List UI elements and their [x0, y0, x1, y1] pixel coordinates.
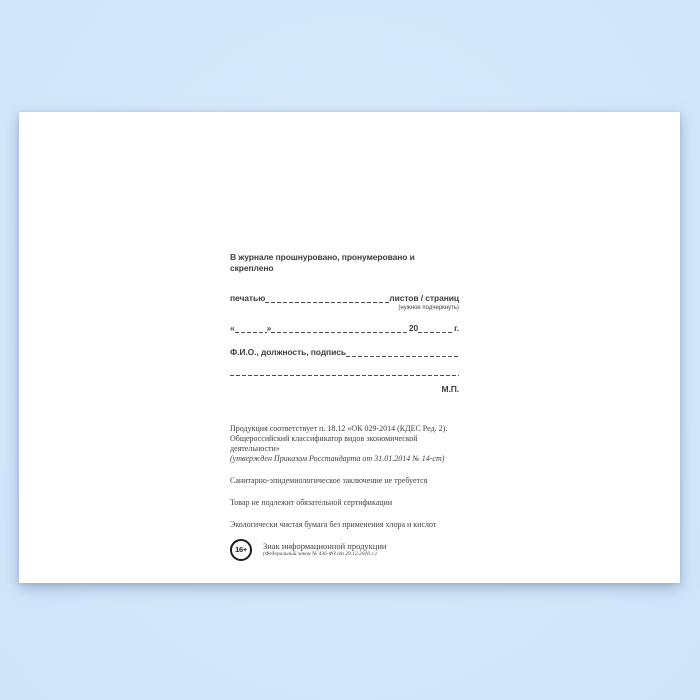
sanitary-statement: Санитарно-эпидемиологическое заключение не требуется	[230, 476, 428, 485]
signature-row-2	[230, 373, 459, 377]
page-content	[230, 252, 459, 561]
date-row	[230, 323, 459, 334]
blank-line	[271, 323, 409, 334]
document-page	[19, 112, 680, 583]
year-prefix: 20	[408, 323, 419, 333]
info-product-row	[230, 538, 459, 561]
quote-open: «	[230, 323, 235, 333]
okved-note: (утвержден Приказом Росстандарта от 31.01.2014 № 14-ст)	[230, 454, 445, 463]
quote-close: »	[266, 323, 272, 333]
year-suffix: г.	[454, 323, 459, 333]
blank-line	[265, 293, 389, 304]
seal-block	[230, 252, 459, 395]
signature-label: Ф.И.О., должность, подпись	[230, 347, 346, 357]
blank-line	[418, 323, 454, 334]
blank-line	[235, 323, 267, 334]
underline-note: (нужное подчеркнуть)	[398, 305, 459, 311]
eco-paper-statement: Экологически чистая бумага без применения хлора и кислот	[230, 520, 437, 529]
seal-statement-heading: В журнале прошнуровано, пронумеровано и скреплено	[230, 252, 415, 273]
sealed-with-stamp-row	[230, 293, 459, 304]
okved-line-1: Продукция соответствует п. 18.12 «ОК 029-2014 (КДЕС Ред. 2).	[230, 424, 448, 433]
okved-paragraph	[230, 424, 459, 464]
sheets-pages-label: листов / страниц	[389, 293, 459, 303]
age-rating-badge: 16+	[230, 539, 252, 561]
signature-line	[230, 373, 459, 377]
info-product-law: (Федеральный закон № 436-ФЗ от 29.12.2010 г.)	[263, 551, 377, 557]
stamp-place-label: М.П.	[441, 384, 459, 394]
info-product-title: Знак информационной продукции	[263, 541, 387, 551]
info-product-text	[263, 538, 386, 558]
certification-statement: Товар не подлежит обязательной сертификации	[230, 498, 393, 507]
certification-block	[230, 424, 459, 561]
signature-row	[230, 347, 459, 358]
okved-line-2: Общероссийский классификатор видов экономической деятельности»	[230, 434, 418, 453]
signature-line	[346, 347, 459, 358]
sealed-label: печатью	[230, 293, 266, 303]
